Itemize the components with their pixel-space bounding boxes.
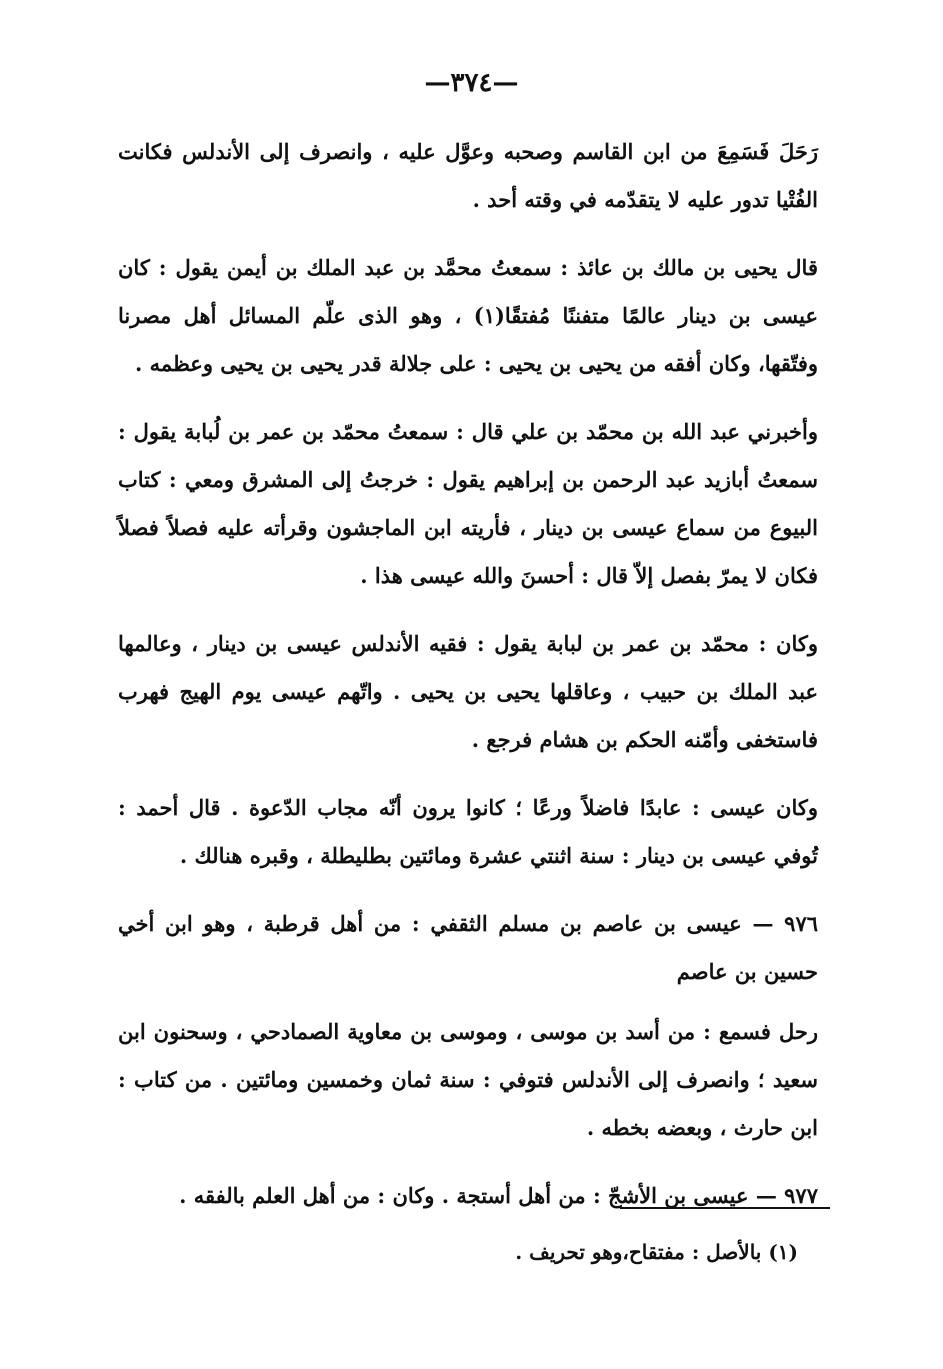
entry-number: ٩٧٧ — (755, 1183, 818, 1208)
paragraph: وكان : محمّد بن عمر بن لبابة يقول : فقيه الأندلس عيسى بن دينار ، وعالمها عبد الملك بن حبيب ، وعاقلها يحيى بن يحيى . واتّهم عيسى يوم الهيج فهرب فاستخفى وأمّنه الحكم بن هشام فرجع . (118, 631, 818, 752)
entry-text: عيسى بن الأشجّ : من أهل أستجة . وكان : من أهل العلم بالفقه . (179, 1183, 749, 1208)
page-number: —٣٧٤— (424, 68, 519, 98)
footnote: (١) بالأصل : مفتقاح،وهو تحريف . (515, 1240, 798, 1264)
paragraph: قال يحيى بن مالك بن عائذ : سمعتُ محمَّد بن عبد الملك بن أيمن يقول : كان عيسى بن دينار عالمًا متفننًا مُفتقًا(١) ، وهو الذى علّم المسائل أهل مصرنا وفتّقها، وكان أفقه من يحيى بن يحيى : على جلالة قدر يحيى بن يحيى وعظمه . (118, 255, 818, 376)
paragraph: رَحَلَ فَسَمِعَ من ابن القاسم وصحبه وعوَّل عليه ، وانصرف إلى الأندلس فكانت الفُتْيا تدور عليه لا يتقدّمه في وقته أحد . (118, 139, 818, 212)
entry-977 (118, 1172, 818, 1220)
paragraph: وأخبرني عبد الله بن محمّد بن علي قال : سمعتُ محمّد بن عمر بن لُبابة يقول : سمعتُ أبازيد عبد الرحمن بن إبراهيم يقول : خرجتُ إلى المشرق ومعي : كتاب البيوع من سماع عيسى بن دينار ، فأريته ابن الماجشون وقرأته عليه فصلاً فصلاً فكان لا يمرّ بفصل إلاّ قال : أحسنَ والله عيسى هذا . (118, 419, 818, 588)
main-text (118, 128, 818, 1240)
paragraph: رحل فسمع : من أسد بن موسى ، وموسى بن معاوية الصمادحي ، وسحنون ابن سعيد ؛ وانصرف إلى الأندلس فتوفي : سنة ثمان وخمسين ومائتين . من كتاب : ابن حارث ، وبعضه بخطه . (118, 1019, 818, 1140)
paragraph: وكان عيسى : عابدًا فاضلاً ورعًا ؛ كانوا يرون أنّه مجاب الدّعوة . قال أحمد : تُوفي عيسى بن دينار : سنة اثنتي عشرة ومائتين بطليطلة ، وقبره هنالك . (118, 795, 818, 868)
footnote-divider (620, 1207, 830, 1209)
entry-text: عيسى بن عاصم بن مسلم الثقفي : من أهل قرطبة ، وهو ابن أخي حسين بن عاصم (118, 911, 818, 984)
entry-number: ٩٧٦ — (752, 911, 819, 936)
entry-976 (118, 900, 818, 996)
